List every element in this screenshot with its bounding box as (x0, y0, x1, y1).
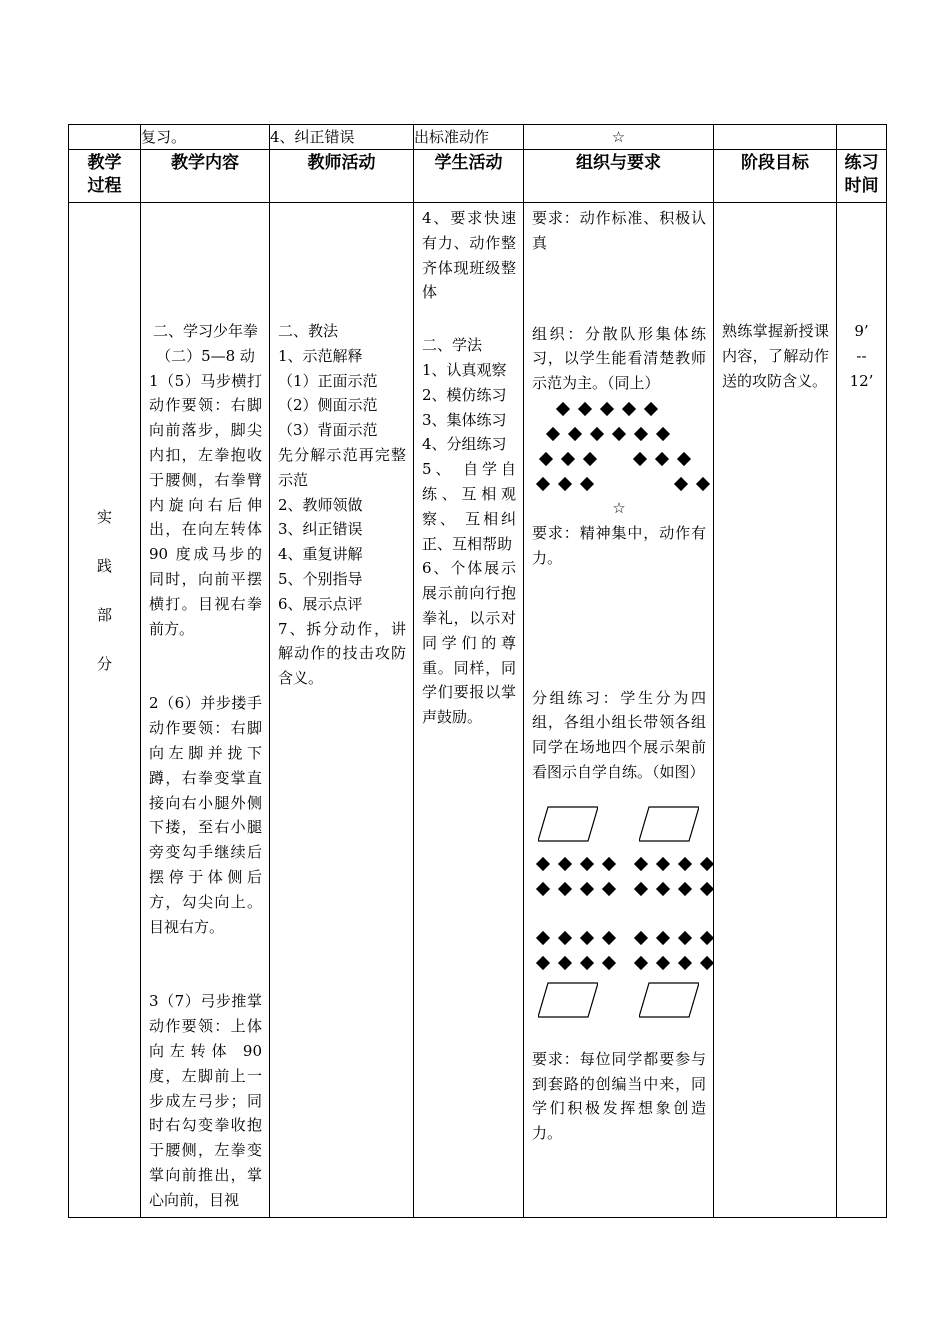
student-marker (678, 882, 692, 896)
student-marker (536, 477, 550, 491)
phase-char: 践 (96, 557, 112, 575)
student-marker (644, 402, 658, 416)
student-marker (602, 956, 616, 970)
student-marker (634, 427, 648, 441)
student-marker (700, 882, 714, 896)
student-marker (634, 956, 648, 970)
header-student: 学生活动 (414, 150, 524, 203)
display-stand-icon (538, 805, 590, 841)
student-marker (561, 452, 575, 466)
method-item: 1、示范解释 (278, 346, 363, 365)
student-marker (678, 956, 692, 970)
student-marker (558, 857, 572, 871)
display-stand-icon (639, 805, 691, 841)
student-marker (558, 477, 572, 491)
content-heading: 二、学习少年拳 (152, 322, 258, 340)
study-item: 1、认真观察 (422, 360, 507, 379)
student-marker (602, 882, 616, 896)
student-marker (700, 931, 714, 945)
student-marker (536, 956, 550, 970)
student-marker (677, 452, 691, 466)
stage-goal-text: 熟练掌握新授课内容，了解动作送的攻防含义。 (722, 322, 829, 390)
method-item: （2）侧面示范 (278, 396, 378, 415)
method-item: 5、个别指导 (278, 569, 363, 588)
goal-cell (714, 203, 837, 1218)
student-marker (634, 931, 648, 945)
method-item: 先分解示范再完整示范 (278, 445, 406, 489)
study-item: 6、个体展示展示前向行抱拳礼，以示对同学们的尊重。同样，同学们要报以掌声鼓励。 (422, 559, 516, 727)
continued-process-cell (69, 125, 141, 150)
method-item: （1）正面示范 (278, 371, 378, 390)
student-marker (602, 857, 616, 871)
student-marker (602, 931, 616, 945)
content-cell (141, 203, 270, 1218)
student-marker (678, 931, 692, 945)
display-stand-icon (639, 981, 691, 1017)
student-marker (622, 402, 636, 416)
phase-cell (69, 203, 141, 1218)
student-marker (674, 477, 688, 491)
student-marker (558, 882, 572, 896)
student-marker (656, 956, 670, 970)
student-marker (546, 427, 560, 441)
practice-row (69, 203, 887, 1218)
student-marker (634, 882, 648, 896)
move-6-text: 2（6）并步搂手动作要领：右脚向左脚并拢下蹲，右拳变掌直接向右小腿外侧下搂，至右小腿旁变勾手继续后摆停于体侧后方，勾尖向上。目视右方。 (149, 694, 262, 936)
student-marker (580, 931, 594, 945)
teacher-star-symbol: ☆ (612, 498, 626, 517)
student-marker (580, 882, 594, 896)
method-item: 7、拆分动作，讲解动作的技击攻防含义。 (278, 619, 406, 688)
group-practice-text: 分组练习：学生分为四组，各组小组长带领各组同学在场地四个展示架前看图示自学自练。（如图） (532, 688, 706, 781)
method-item: （3）背面示范 (278, 421, 378, 440)
student-marker (536, 931, 550, 945)
header-goal: 阶段目标 (714, 150, 837, 203)
student-marker (536, 857, 550, 871)
requirement-3: 要求：每位同学都要参与到套路的创编当中来，同学们积极发挥想象创造力。 (532, 1049, 706, 1143)
method-heading: 二、教法 (278, 322, 339, 340)
student-marker (600, 402, 614, 416)
continued-org-cell (524, 125, 714, 150)
student-marker (583, 452, 597, 466)
phase-char: 部 (96, 606, 112, 624)
student-marker (700, 857, 714, 871)
continued-row (69, 125, 887, 150)
student-marker (590, 427, 604, 441)
header-teacher: 教师活动 (270, 150, 414, 203)
student-marker (580, 477, 594, 491)
continued-teacher-cell: 4、纠正错误 (270, 125, 414, 150)
move-5-text: 1（5）马步横打动作要领：右脚向前落步，脚尖内扣，左拳抱收于腰侧，右拳臂内旋向右后伸出，在向左转体 90 度成马步的同时，向前平摆横打。目视右拳前方。 (149, 371, 262, 638)
student-marker (580, 857, 594, 871)
content-subheading: （二）5—8 动 (156, 346, 255, 365)
phase-char: 分 (96, 655, 112, 673)
study-item: 2、模仿练习 (422, 385, 507, 404)
student-intro: 4、要求快速有力、动作整齐体现班级整体 (422, 209, 516, 302)
student-marker (656, 882, 670, 896)
time-cell (837, 203, 887, 1218)
continued-time-cell (837, 125, 887, 150)
study-heading: 二、学法 (422, 336, 483, 355)
student-marker (656, 931, 670, 945)
requirement-2: 要求：精神集中，动作有力。 (532, 523, 706, 567)
student-marker (678, 857, 692, 871)
student-marker (556, 402, 570, 416)
continued-content-cell: 复习。 (141, 125, 270, 150)
lesson-plan-table (68, 124, 887, 1218)
requirement-1: 要求：动作标准、积极认真 (532, 209, 706, 252)
header-content: 教学内容 (141, 150, 270, 203)
phase-char: 实 (96, 508, 112, 526)
student-marker (612, 427, 626, 441)
move-7-text: 3（7）弓步推掌动作要领：上体向左转体 90 度，左脚前上一步成左弓步；同时右勾变拳收抱于腰侧，左拳变掌向前推出，掌心向前，目视 (149, 992, 262, 1209)
study-item: 4、分组练习 (422, 435, 507, 454)
student-marker (539, 452, 553, 466)
student-marker (656, 427, 670, 441)
time-dash: -- (856, 346, 867, 365)
continued-student-cell: 出标准动作 (414, 125, 524, 150)
student-marker (558, 931, 572, 945)
student-marker (634, 857, 648, 871)
student-marker (580, 956, 594, 970)
header-organization: 组织与要求 (524, 150, 714, 203)
group-layout-diagram (532, 785, 706, 1027)
organization-text: 组织：分散队形集体练习，以学生能看清楚教师示范为主。（同上） (532, 324, 706, 393)
student-marker (656, 857, 670, 871)
student-marker (700, 956, 714, 970)
student-marker (578, 402, 592, 416)
study-item: 5、 自学自练、互相观察、 互相纠正、互相帮助 (422, 460, 516, 553)
time-to: 12’ (849, 371, 874, 390)
study-item: 3、集体练习 (422, 410, 507, 429)
method-item: 4、重复讲解 (278, 545, 363, 564)
student-marker (696, 477, 710, 491)
method-item: 2、教师领做 (278, 495, 363, 514)
continued-goal-cell (714, 125, 837, 150)
method-item: 3、纠正错误 (278, 520, 363, 539)
teacher-cell (270, 203, 414, 1218)
student-marker (568, 427, 582, 441)
student-marker (558, 956, 572, 970)
display-stand-icon (538, 981, 590, 1017)
header-time: 练习 时间 (837, 150, 887, 203)
student-marker (536, 882, 550, 896)
star-symbol: ☆ (611, 128, 626, 146)
method-item: 6、展示点评 (278, 594, 363, 613)
header-row (69, 150, 887, 203)
formation-diagram (532, 396, 706, 521)
student-cell (414, 203, 524, 1218)
student-marker (633, 452, 647, 466)
student-marker (655, 452, 669, 466)
time-from: 9’ (854, 322, 869, 340)
organization-cell (524, 203, 714, 1218)
header-process: 教学 过程 (69, 150, 141, 203)
